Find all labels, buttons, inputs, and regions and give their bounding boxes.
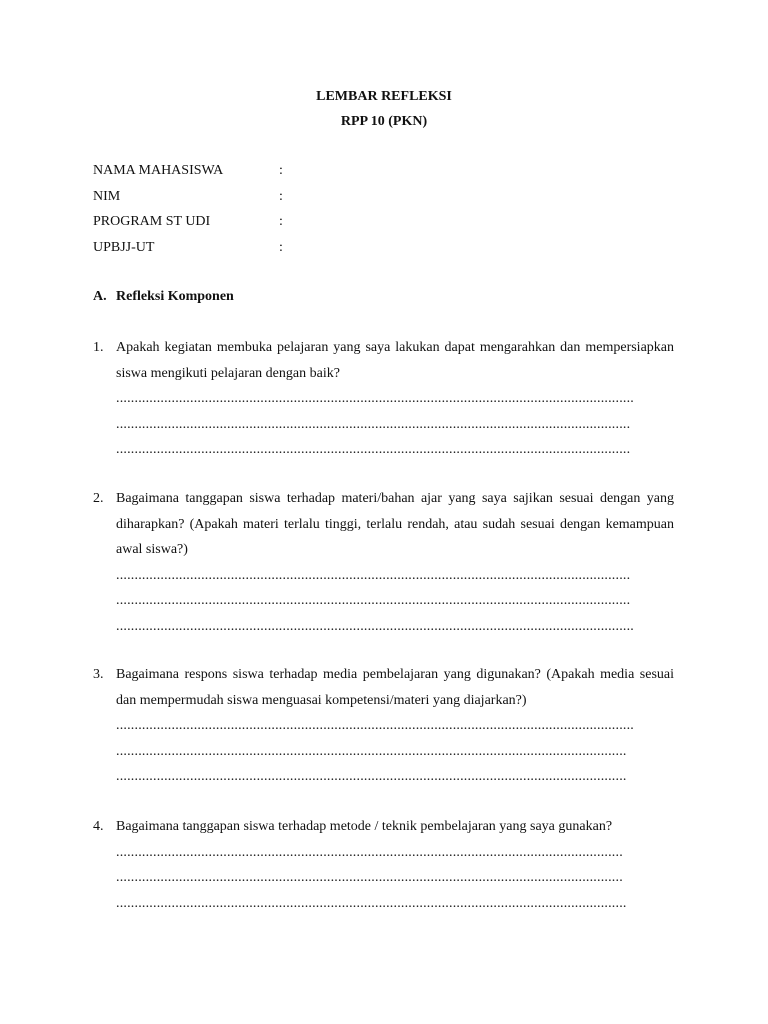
identity-block [93, 162, 493, 264]
identity-label: UPBJJ-UT [93, 239, 155, 255]
identity-colon: : [279, 239, 283, 255]
question-body [116, 486, 674, 639]
question-body [116, 662, 674, 790]
identity-row-nim [93, 188, 493, 214]
identity-label: PROGRAM ST UDI [93, 214, 211, 229]
identity-label: NAMA MAHASISWA [93, 163, 224, 178]
document-subtitle: RPP 10 (PKN) [340, 114, 428, 129]
question-text: Bagaimana tanggapan siswa terhadap metode / teknik pembelajaran yang saya gunakan? [116, 819, 613, 834]
identity-colon: : [279, 188, 283, 204]
question-number: 2. [93, 491, 104, 506]
question-text: Apakah kegiatan membuka pelajaran yang saya lakukan dapat mengarahkan dan mempersiapkan siswa mengikuti pelajaran dengan baik? [116, 340, 674, 381]
answer-line[interactable]: .......................................................................................................................................... [116, 769, 627, 784]
question-body [116, 814, 674, 916]
section-letter: A. [93, 289, 107, 304]
identity-colon: : [279, 163, 283, 178]
document-title: LEMBAR REFLEKSI [316, 89, 452, 104]
question-body [116, 335, 674, 463]
question-item-4 [93, 814, 674, 916]
identity-label: NIM [93, 188, 121, 204]
identity-row-upbjj [93, 239, 493, 265]
answer-line[interactable]: ........................................................................................................................................... [116, 416, 631, 432]
identity-colon: : [279, 214, 283, 229]
section-heading [93, 288, 234, 306]
question-item-2 [93, 486, 674, 639]
answer-line[interactable]: ............................................................................................................................................ [116, 718, 634, 733]
answer-line[interactable]: ............................................................................................................................................ [116, 618, 634, 634]
identity-row-nama [93, 162, 493, 188]
answer-line[interactable]: ........................................................................................................................................... [116, 442, 631, 457]
question-item-3 [93, 662, 674, 790]
answer-line[interactable]: ............................................................................................................................................ [116, 391, 634, 406]
question-text: Bagaimana tanggapan siswa terhadap materi/bahan ajar yang saya sajikan sesuai dengan yang diharapkan? (Apakah materi terlalu tinggi, terlalu rendah, atau sudah sesuai dengan kemampuan awal siswa?) [116, 491, 674, 557]
question-number: 4. [93, 819, 104, 834]
section-title: Refleksi Komponen [116, 289, 234, 304]
answer-line[interactable]: .......................................................................................................................................... [116, 895, 627, 911]
answer-line[interactable]: ........................................................................................................................................... [116, 593, 631, 608]
answer-line[interactable]: ........................................................................................................................................... [116, 567, 631, 583]
answer-line[interactable]: .......................................................................................................................................... [116, 743, 627, 759]
question-item-1 [93, 335, 674, 463]
answer-line[interactable]: ......................................................................................................................................... [116, 870, 623, 885]
identity-row-program-studi [93, 213, 493, 239]
question-number: 3. [93, 667, 104, 682]
answer-line[interactable]: ......................................................................................................................................... [116, 844, 623, 860]
question-number: 1. [93, 340, 104, 355]
question-text: Bagaimana respons siswa terhadap media pembelajaran yang digunakan? (Apakah media sesuai dan mempermudah siswa menguasai kompetensi/materi yang diajarkan?) [116, 667, 674, 708]
